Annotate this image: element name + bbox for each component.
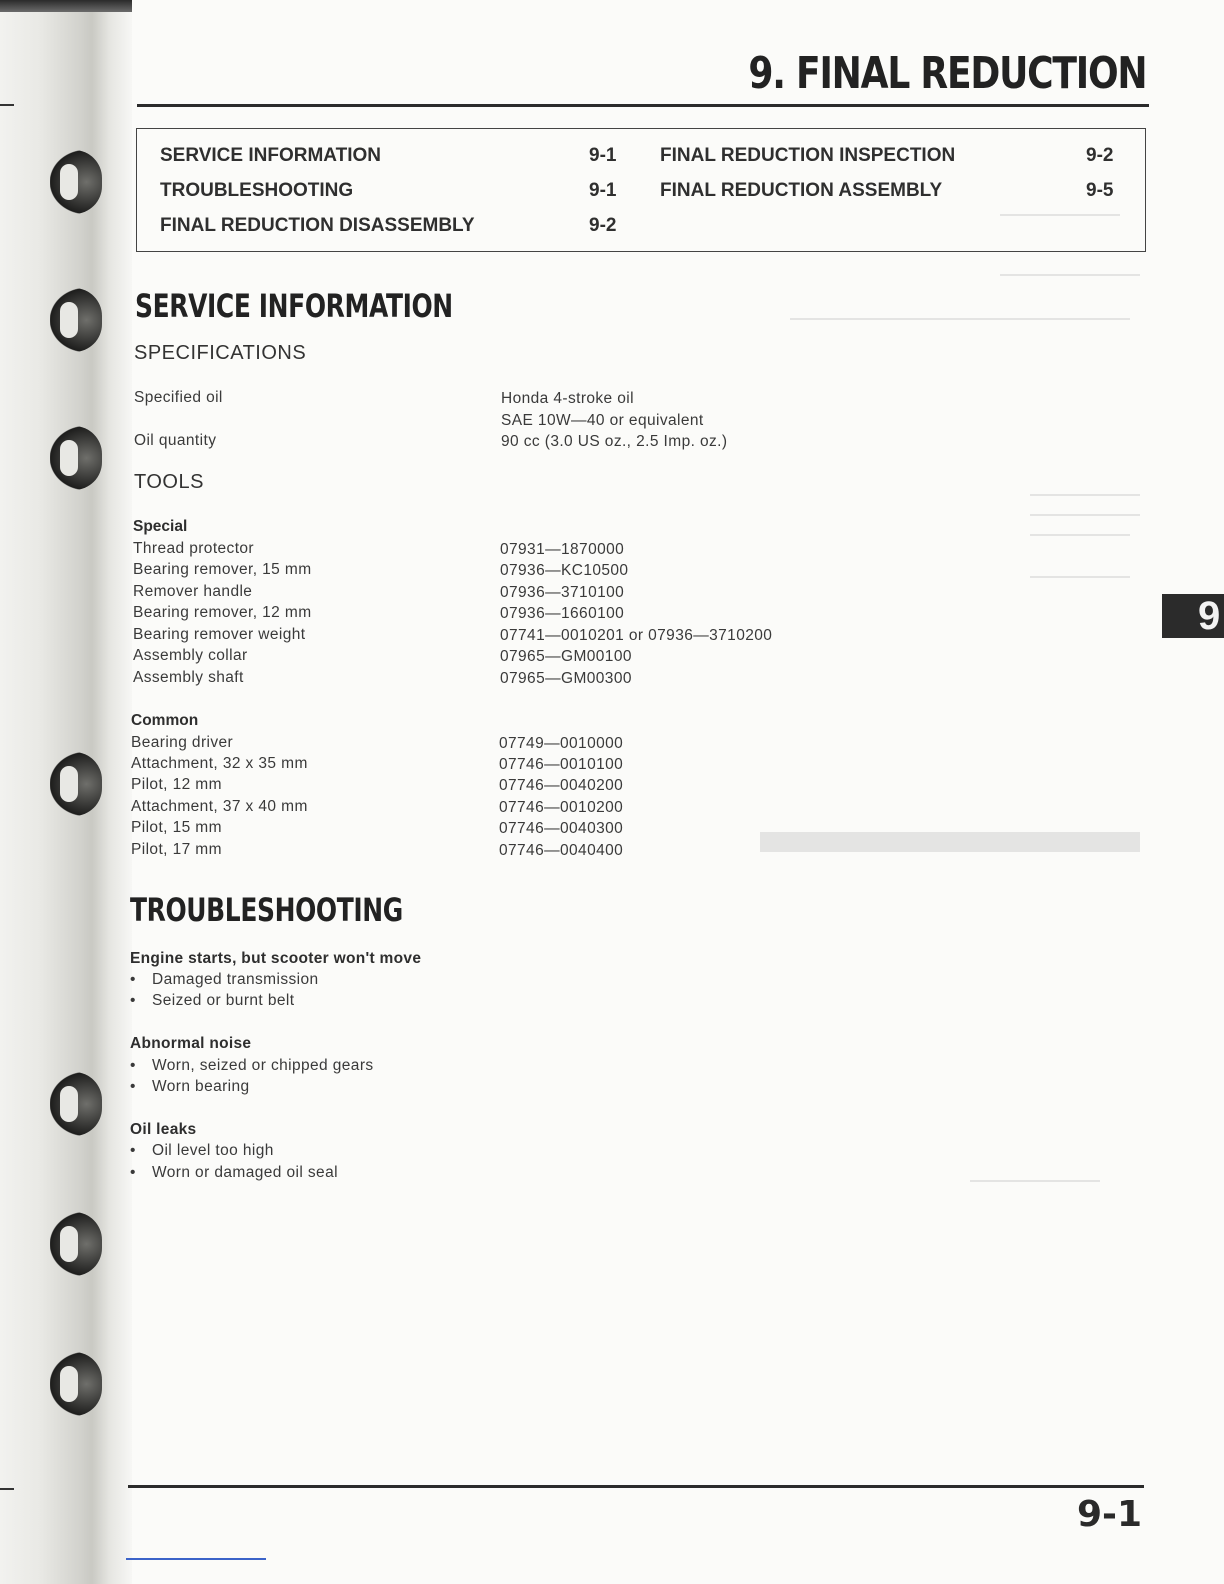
bullet-icon: • <box>130 1057 136 1074</box>
spec-value: 90 cc (3.0 US oz., 2.5 Imp. oz.) <box>501 433 728 450</box>
tool-name: Remover handle <box>133 583 253 600</box>
subheading-tools: TOOLS <box>134 471 204 493</box>
spine-tick <box>0 104 14 106</box>
bullet-icon: • <box>130 992 136 1009</box>
toc-item-service-information[interactable]: SERVICE INFORMATION <box>160 145 381 166</box>
toc-item-final-reduction-disassembly[interactable]: FINAL REDUCTION DISASSEMBLY <box>160 215 475 236</box>
bottom-edge-mark <box>126 1558 266 1560</box>
binder-ring <box>50 1072 102 1136</box>
thumb-tab-label: 9 <box>1198 594 1221 638</box>
tool-number: 07936—KC10500 <box>500 562 629 579</box>
page-number: 9-1 <box>1076 1494 1142 1535</box>
symptom-title: Abnormal noise <box>130 1035 252 1052</box>
tool-name: Pilot, 12 mm <box>131 776 222 793</box>
tool-number: 07746—0010100 <box>499 756 624 773</box>
binder-ring <box>50 150 102 214</box>
spine-tick <box>0 1488 14 1490</box>
cause-item <box>130 971 319 989</box>
cause-text: Worn or damaged oil seal <box>152 1164 338 1181</box>
chapter-title: 9. FINAL REDUCTION <box>747 48 1146 99</box>
spine-top-bar <box>0 0 132 12</box>
toc-item-final-reduction-inspection[interactable]: FINAL REDUCTION INSPECTION <box>660 145 956 166</box>
toc-page-number: 9-2 <box>589 215 617 236</box>
section-heading-troubleshooting: TROUBLESHOOTING <box>130 891 403 929</box>
symptom-title: Engine starts, but scooter won't move <box>130 950 422 967</box>
chapter-thumb-tab <box>1162 594 1224 638</box>
bleed-through-mark <box>760 832 1140 852</box>
tool-name: Attachment, 37 x 40 mm <box>131 798 308 815</box>
tool-name: Assembly shaft <box>133 669 244 686</box>
binder-ring <box>50 426 102 490</box>
cause-text: Seized or burnt belt <box>152 992 295 1009</box>
tool-number: 07746—0040400 <box>499 842 624 859</box>
tool-group-label: Special <box>133 518 188 535</box>
toc-page-number: 9-1 <box>589 145 617 166</box>
symptom-title: Oil leaks <box>130 1121 197 1138</box>
cause-item <box>130 1057 374 1075</box>
tool-number: 07749—0010000 <box>499 735 624 752</box>
bleed-through-mark <box>1030 494 1140 496</box>
tool-name: Thread protector <box>133 540 254 557</box>
bleed-through-mark <box>1030 534 1130 536</box>
toc-item-final-reduction-assembly[interactable]: FINAL REDUCTION ASSEMBLY <box>660 180 943 201</box>
tool-number: 07965—GM00300 <box>500 670 632 687</box>
tool-name: Assembly collar <box>133 647 248 664</box>
spec-label: Specified oil <box>134 389 223 406</box>
bullet-icon: • <box>130 1164 136 1181</box>
bleed-through-mark <box>1030 514 1140 516</box>
bullet-icon: • <box>130 1078 136 1095</box>
tool-number: 07746—0040200 <box>499 777 624 794</box>
bleed-through-mark <box>1000 274 1140 276</box>
toc-page-number: 9-1 <box>589 180 617 201</box>
toc-page-number: 9-5 <box>1086 180 1114 201</box>
bleed-through-mark <box>970 1180 1100 1182</box>
tool-name: Pilot, 15 mm <box>131 819 222 836</box>
tool-number: 07746—0010200 <box>499 799 624 816</box>
spec-value: Honda 4-stroke oil <box>501 390 634 407</box>
cause-text: Damaged transmission <box>152 971 319 988</box>
binder-ring <box>50 1212 102 1276</box>
tool-name: Attachment, 32 x 35 mm <box>131 755 308 772</box>
binder-ring <box>50 1352 102 1416</box>
bleed-through-mark <box>790 318 1130 320</box>
bullet-icon: • <box>130 1142 136 1159</box>
cause-item <box>130 1164 338 1182</box>
cause-text: Worn, seized or chipped gears <box>152 1057 374 1074</box>
tool-number: 07965—GM00100 <box>500 648 632 665</box>
tool-number: 07741—0010201 or 07936—3710200 <box>500 627 773 644</box>
binder-ring <box>50 752 102 816</box>
toc-page-number: 9-2 <box>1086 145 1114 166</box>
tool-number: 07936—3710100 <box>500 584 625 601</box>
tool-group-label: Common <box>131 712 199 729</box>
section-heading-service-information: SERVICE INFORMATION <box>135 287 453 325</box>
toc-item-troubleshooting[interactable]: TROUBLESHOOTING <box>160 180 354 201</box>
footer-rule <box>128 1485 1144 1488</box>
bullet-icon: • <box>130 971 136 988</box>
tool-name: Bearing remover weight <box>133 626 306 643</box>
tool-name: Bearing remover, 12 mm <box>133 604 312 621</box>
cause-item <box>130 992 294 1010</box>
tool-name: Pilot, 17 mm <box>131 841 222 858</box>
binder-ring <box>50 288 102 352</box>
cause-text: Oil level too high <box>152 1142 274 1159</box>
cause-item <box>130 1078 250 1096</box>
spec-label: Oil quantity <box>134 432 217 449</box>
bleed-through-mark <box>1030 576 1130 578</box>
tool-name: Bearing remover, 15 mm <box>133 561 312 578</box>
tool-name: Bearing driver <box>131 734 234 751</box>
tool-number: 07936—1660100 <box>500 605 625 622</box>
tool-number: 07746—0040300 <box>499 820 624 837</box>
cause-item <box>130 1142 274 1160</box>
header-rule <box>137 104 1149 107</box>
cause-text: Worn bearing <box>152 1078 250 1095</box>
tool-number: 07931—1870000 <box>500 541 625 558</box>
spec-value: SAE 10W—40 or equivalent <box>501 412 704 429</box>
subheading-specifications: SPECIFICATIONS <box>134 342 307 364</box>
